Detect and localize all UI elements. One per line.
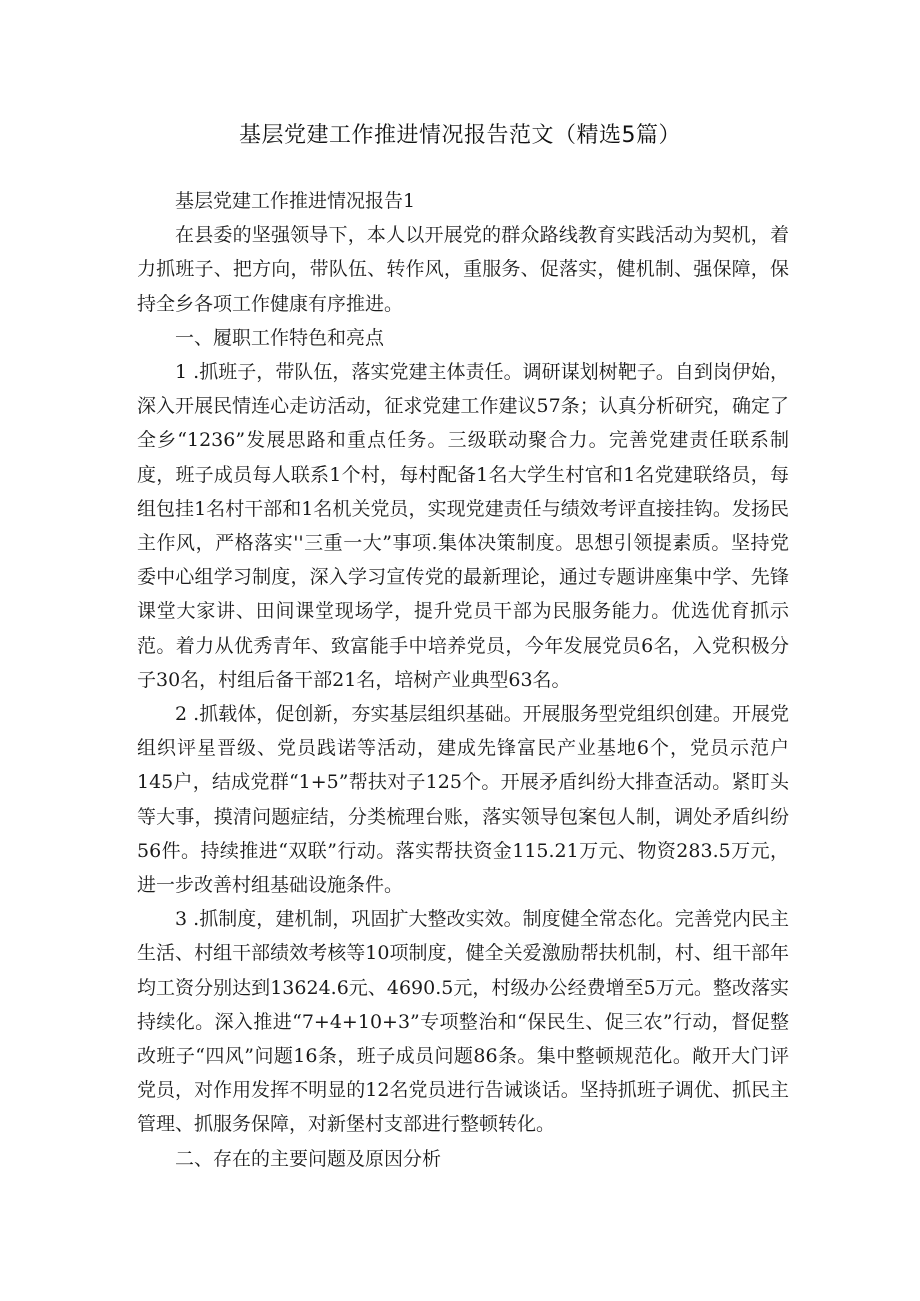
body-paragraph-2: 2 .抓载体，促创新，夯实基层组织基础。开展服务型党组织创建。开展党组织评星晋级、党员践诺等活动，建成先锋富民产业基地6个，党员示范户145户，结成党群“1+5”帮扶对子125个。开展矛盾纠纷大排查活动。紧盯头等大事，摸清问题症结，分类梳理台账，落实领导包案包人制，调处矛盾纠纷56件。持续推进“双联”行动。落实帮扶资金115.21万元、物资283.5万元，进一步改善村组基础设施条件。 bbox=[137, 703, 789, 897]
body-paragraph-3: 3 .抓制度，建机制，巩固扩大整改实效。制度健全常态化。完善党内民主生活、村组干部绩效考核等10项制度，健全关爱激励帮扶机制，村、组干部年均工资分别达到13624.6元、4690.5元，村级办公经费增至5万元。整改落实持续化。深入推进“7+4+10+3”专项整治和“保民生、促三农”行动，督促整改班子“四风”问题16条，班子成员问题86条。集中整顿规范化。敞开大门评党员，对作用发挥不明显的12名党员进行告诫谈话。坚持抓班子调优、抓民主管理、抓服务保障，对新堡村支部进行整顿转化。 bbox=[137, 908, 789, 1136]
document-body bbox=[137, 184, 789, 1176]
section-heading-2: 二、存在的主要问题及原因分析 bbox=[175, 1147, 442, 1170]
body-paragraph-1: 1 .抓班子，带队伍，落实党建主体责任。调研谋划树靶子。自到岗伊始，深入开展民情连心走访活动，征求党建工作建议57条；认真分析研究，确定了全乡“1236”发展思路和重点任务。三级联动聚合力。完善党建责任联系制度，班子成员每人联系1个村，每村配备1名大学生村官和1名党建联络员，每组包挂1名村干部和1名机关党员，实现党建责任与绩效考评直接挂钩。发扬民主作风，严格落实''三重一大”事项.集体决策制度。思想引领提素质。坚持党委中心组学习制度，深入学习宣传党的最新理论，通过专题讲座集中学、先锋课堂大家讲、田间课堂现场学，提升党员干部为民服务能力。优选优育抓示范。着力从优秀青年、致富能手中培养党员，今年发展党员6名，入党积极分子30名，村组后备干部21名，培树产业典型63名。 bbox=[137, 361, 789, 691]
section-heading-1: 一、履职工作特色和亮点 bbox=[175, 326, 385, 349]
report-heading: 基层党建工作推进情况报告1 bbox=[175, 190, 416, 212]
document-title: 基层党建工作推进情况报告范文（精选5篇） bbox=[239, 123, 681, 148]
intro-paragraph: 在县委的坚强领导下，本人以开展党的群众路线教育实践活动为契机，着力抓班子、把方向，带队伍、转作风，重服务、促落实，健机制、强保障，保持全乡各项工作健康有序推进。 bbox=[137, 224, 789, 315]
